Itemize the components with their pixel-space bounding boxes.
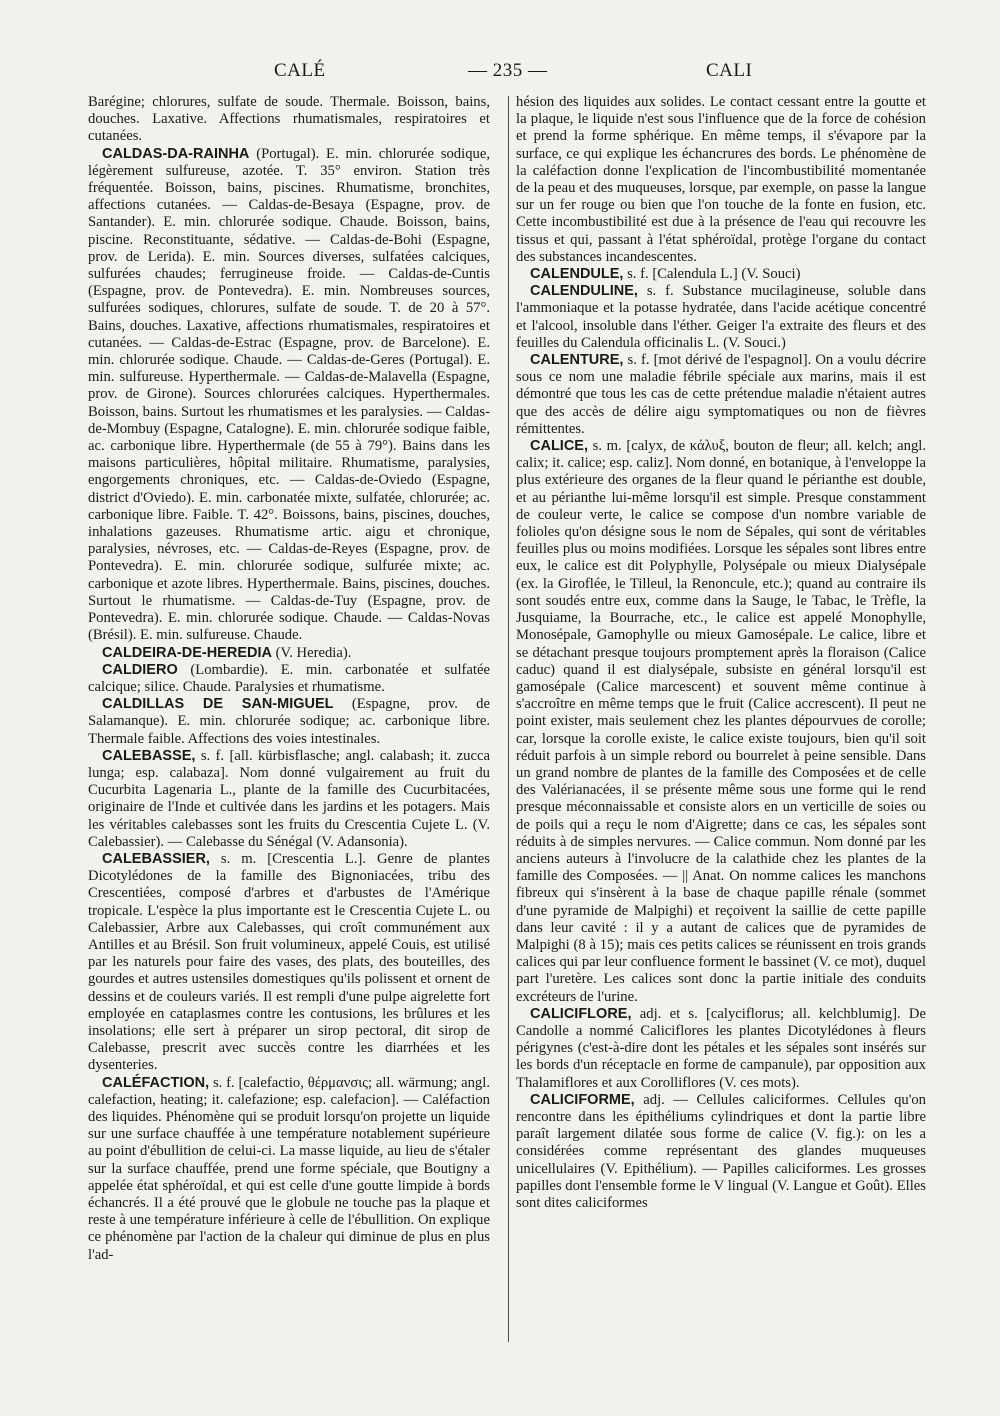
right-column bbox=[516, 94, 926, 1212]
dictionary-entry bbox=[88, 1075, 490, 1264]
entry-text: s. f. Substance mucilagineuse, soluble dans l'ammoniaque et la potasse hydratée, dans l'acide acétique concentré et l'alcool, insoluble dans l'éther. Geiger l'a extraite des fleurs et des feuilles du Calendula officinalis L. (V. Souci.) bbox=[516, 283, 926, 351]
entry-text: adj. — Cellules caliciformes. Cellules qu'on rencontre dans les épithéliums cylindriques et dont la partie libre paraît largement dilatée sous forme de calice (V. fig.): on les a considérées comme représentant des glandes muqueuses unicellulaires (V. Epithélium). — Papilles caliciformes. Les grosses papilles dont l'ensemble forme le V lingual (V. Langue et Goût). Elles sont dites caliciformes bbox=[516, 1091, 926, 1211]
entry-text: Barégine; chlorures, sulfate de soude. Thermale. Boisson, bains, douches. Laxative. Affections rhumatismales, respiratoires et cutanées. bbox=[88, 94, 490, 145]
entry-text: adj. et s. [calyciflorus; all. kelchblumig]. De Candolle a nommé Caliciflores les plantes Dicotylédones à fleurs périgynes (c'est-à-dire dont les pétales et les sépales sont insérés sur les bords d'un réceptacle en forme de campanule), par opposition aux Thalamiflores et aux Corolliflores (V. ces mots). bbox=[516, 1005, 926, 1091]
running-head-right: CALI bbox=[706, 60, 753, 81]
dictionary-entry bbox=[88, 146, 490, 645]
running-head-left: CALÉ bbox=[274, 60, 326, 81]
dictionary-entry bbox=[516, 438, 926, 1006]
entry-text: (V. Heredia). bbox=[271, 644, 352, 661]
entry-text: s. f. [calefactio, θέρμανσις; all. wärmung; angl. calefaction, heating; it. calefazione; esp. calefacion]. — Caléfaction des liquides. Phénomène qui se produit lorsqu'on projette un liquide sur une surface chauffée à une température notablement supérieure au point d'ébullition de celui-ci. La masse liquide, au lieu de s'étaler sur la surface chauffée, prend une forme spéciale, que Boutigny a appelée état sphéroïdal, et qui est celle d'une goutte limpide à bords échancrés. Il a été prouvé que le globule ne touche pas la plaque et reste à une température inférieure à celle de l'ébullition. On explique ce phénomène par l'action de la chaleur qui diminue de plus en plus l'ad- bbox=[88, 1074, 490, 1263]
dictionary-entry bbox=[516, 283, 926, 352]
dictionary-entry bbox=[88, 696, 490, 748]
page-number: — 235 — bbox=[468, 60, 548, 81]
entry-text: s. f. [mot dérivé de l'espagnol]. On a voulu décrire sous ce nom une maladie fébrile spéciale aux marins, mais il est démontré que tous les cas de cette prétendue maladie n'étaient autres que des accès de délire aigu symptomatiques ou non de fièvres rémittentes. bbox=[516, 352, 926, 437]
column-divider bbox=[508, 96, 509, 1342]
entry-headword: CALENDULINE, bbox=[530, 283, 638, 300]
entry-headword: CALEBASSE, bbox=[102, 747, 196, 764]
entry-headword: CALICE, bbox=[530, 438, 588, 455]
entry-text: s. f. [all. kürbisflasche; angl. calabash; it. zucca lunga; esp. calabaza]. Nom donné vulgairement au fruit du Cucurbita Lagenaria L., plante de la famille des Cucurbitacées, originaire de l'Inde et cultivée dans les jardins et les potagers. Mais les véritables calebasses sont les fruits du Crescentia Cujete L. (V. Calebassier). — Calebasse du Sénégal (V. Adansonia). bbox=[88, 747, 490, 850]
entry-headword: CALEBASSIER, bbox=[102, 850, 210, 867]
entry-headword: CALICIFORME, bbox=[530, 1091, 635, 1108]
entry-text: s. f. [Calendula L.] (V. Souci) bbox=[623, 266, 801, 283]
dictionary-entry bbox=[516, 94, 926, 266]
dictionary-entry bbox=[516, 1092, 926, 1212]
entry-text: (Espagne, prov. de Salamanque). E. min. chlorurée sodique; ac. carbonique libre. Thermale faible. Affections des voies intestinales. bbox=[88, 696, 491, 747]
entry-headword: CALDEIRA-DE-HEREDIA bbox=[102, 644, 272, 661]
dictionary-entry bbox=[88, 748, 490, 851]
entry-headword: CALENTURE, bbox=[530, 352, 624, 369]
dictionary-entry bbox=[88, 851, 490, 1075]
dictionary-entry bbox=[88, 645, 490, 662]
dictionary-entry bbox=[516, 1006, 926, 1092]
entry-headword: CALDIERO bbox=[102, 661, 178, 678]
dictionary-entry bbox=[88, 94, 490, 146]
page-header bbox=[88, 60, 938, 90]
left-column bbox=[88, 94, 490, 1264]
dictionary-entry bbox=[516, 352, 926, 438]
entry-text: hésion des liquides aux solides. Le contact cessant entre la goutte et la plaque, le liquide n'est sous l'influence que de la force de cohésion et prend la forme sphérique. En même temps, il s'évapore par la surface, ce qui explique les échancrures des bords. Le phénomène de la caléfaction donne l'explication de l'incombustibilité momentanée de la peau et des muqueuses, lorsque, par exemple, on passe la langue sur un fer rouge ou bien que l'on touche de la fonte en fusion, etc. Cette incombustibilité est due à la présence de l'eau qui recouvre les tissus et qui, passant à l'état sphéroïdal, protège l'organe du contact des substances incandescentes. bbox=[516, 94, 926, 265]
entry-text: (Portugal). E. min. chlorurée sodique, légèrement sulfureuse, azotée. T. 35° environ. Station très fréquentée. Boisson, bains, piscines. Rhumatisme, bronchites, affections cutanées. — Caldas-de-Besaya (Espagne, prov. de Santander). E. min. chlorurée sodique. Chaude. Boisson, bains, piscine. Reconstituante, sédative. — Caldas-de-Bohi (Espagne, prov. de Lerida). E. min. Sources diverses, sulfatées calciques, sulfurées chaudes; ferrugineuse froide. — Caldas-de-Cuntis (Espagne, prov. de Pontevedra). E. min. Nombreuses sources, sulfurées sodiques, chlorures, sulfate de soude. T. de 20 à 57°. Bains, douches. Laxative, affections rhumatismales, respiratoires et cutanées. — Caldas-de-Estrac (Espagne, prov. de Barcelone). E. min. chlorurée sodique. Chaude. — Caldas-de-Geres (Portugal). E. min. sulfureuse. Hyperthermale. — Caldas-de-Malavella (Espagne, prov. de Girone). Sources chlorurées calciques. Hyperthermales. Boisson, bains. Surtout les rhumatismes et les paralysies. — Caldas-de-Mombuy (Espagne, Catalogne). E. min. chlorurée sodique faible, ac. carbonique libre. Hyperthermale (de 55 à 79°). Bains dans les maisons particulières, hôpital militaire. Rhumatisme, paralysies, engorgements chroniques, etc. — Caldas-de-Oviedo (Espagne, district d'Oviedo). E. min. carbonatée mixte, sulfatée, chlorurée; ac. carbonique libre. Faible. T. 42°. Boissons, bains, piscines, douches, inhalations gazeuses. Rhumatisme artic. aigu et chronique, paralysies, névroses, etc. — Caldas-de-Reyes (Espagne, prov. de Pontevedra). E. min. chlorurée sodique, sulfurée mixte; ac. carbonique et azote libres. Hyperthermale. Bains, piscines, douches. Surtout le rhumatisme. — Caldas-de-Tuy (Espagne, prov. de Pontevedra). E. min. chlorurée sodique. Chaude. — Caldas-Novas (Brésil). E. min. sulfureuse. Chaude. bbox=[88, 145, 490, 644]
entry-headword: CALÉFACTION, bbox=[102, 1074, 210, 1091]
entry-headword: CALICIFLORE, bbox=[530, 1005, 632, 1022]
entry-text: s. m. [calyx, de κάλυξ, bouton de fleur; all. kelch; angl. calix; it. calice; esp. caliz]. Nom donné, en botanique, à l'enveloppe la plus extérieure des organes de la fleur quand le périanthe est double, et au périanthe lui-même lorsqu'il est simple. Presque constamment de couleur verte, le calice se compose d'un nombre variable de folioles qu'on désigne sous le nom de Sépales, qui sont de véritables feuilles plus ou moins modifiées. Lorsque les sépales sont libres entre eux, le calice est dit Polyphylle, Polysépale ou mieux Dialysépale (ex. la Giroflée, le Tilleul, la Renoncule, etc.); quand au contraire ils sont soudés entre eux, comme dans la Sauge, le Tabac, le Trèfle, la Jusquiame, la Bourrache, etc., le calice est appelé Monophylle, Monosépale, Gamophylle ou mieux Gamosépale. Le calice, libre et se détachant presque toujours promptement après la floraison (Calice caduc) quand il est dialysépale, subsiste en général lorsqu'il est gamosépale (Calice marcescent) et souvent même continue à s'accroître en même temps que le fruit (Calice accrescent). Il peut ne point exister, mais seulement chez les plantes dépourvues de corolle; car, lorsque la corolle existe, le calice existe toujours, bien qu'il soit réduit parfois à un simple rebord ou bourrelet à peine sensible. Dans un grand nombre de plantes de la famille des Composées et de celle des Valérianacées, il se présente même sous une forme qui le rend presque méconnaissable et consiste alors en un verticille de soies ou de poils qui a reçu le nom d'Aigrette; dans ce cas, les sépales sont réduits à de simples nervures. — Calice commun. Nom donné par les anciens auteurs à l'involucre de la calathide chez les plantes de la famille des Composées. — || Anat. On nomme calices les manchons fibreux qui s'insèrent à la base de chaque papille rénale (sommet d'une pyramide de Malpighi) et reçoivent la saillie de cette papille dans leur cavité : il y a autant de calices que de pyramides de Malpighi (8 à 15); mais ces petits calices se réunissent en trois grands calices qui par leur confluence forment le bassinet (V. ce mot), duquel part l'uretère. Les calices sont donc la partie initiale des conduits excréteurs de l'urine. bbox=[516, 438, 926, 1005]
entry-text: s. m. [Crescentia L.]. Genre de plantes Dicotylédones de la famille des Bignoniacées, tribu des Crescentiées, composé d'arbres et d'arbustes de l'Amérique tropicale. L'espèce la plus importante est le Crescentia Cujete L. ou Calebassier, Arbre aux Calebasses, qui croît communément aux Antilles et au Brésil. Son fruit volumineux, appelé Couis, est utilisé par les naturels pour faire des vases, des plats, des bouteilles, des gourdes et autres ustensiles domestiques qu'ils polissent et ornent de dessins et de couleurs variés. Il est rempli d'une pulpe aigrelette fort employée en cataplasmes contre les contusions, les brûlures et les insolations; elle sert à préparer un sirop pectoral, dit sirop de Calebasse, prescrit avec succès contre les diarrhées et les dysenteries. bbox=[88, 850, 490, 1074]
entry-headword: CALDAS-DA-RAINHA bbox=[102, 145, 250, 162]
entry-headword: CALENDULE, bbox=[530, 266, 624, 283]
entry-text: (Lombardie). E. min. carbonatée et sulfatée calcique; silice. Chaude. Paralysies et rhumatisme. bbox=[88, 661, 490, 695]
entry-headword: CALDILLAS DE SAN-MIGUEL bbox=[102, 696, 334, 713]
dictionary-entry bbox=[516, 266, 926, 283]
dictionary-entry bbox=[88, 662, 490, 696]
